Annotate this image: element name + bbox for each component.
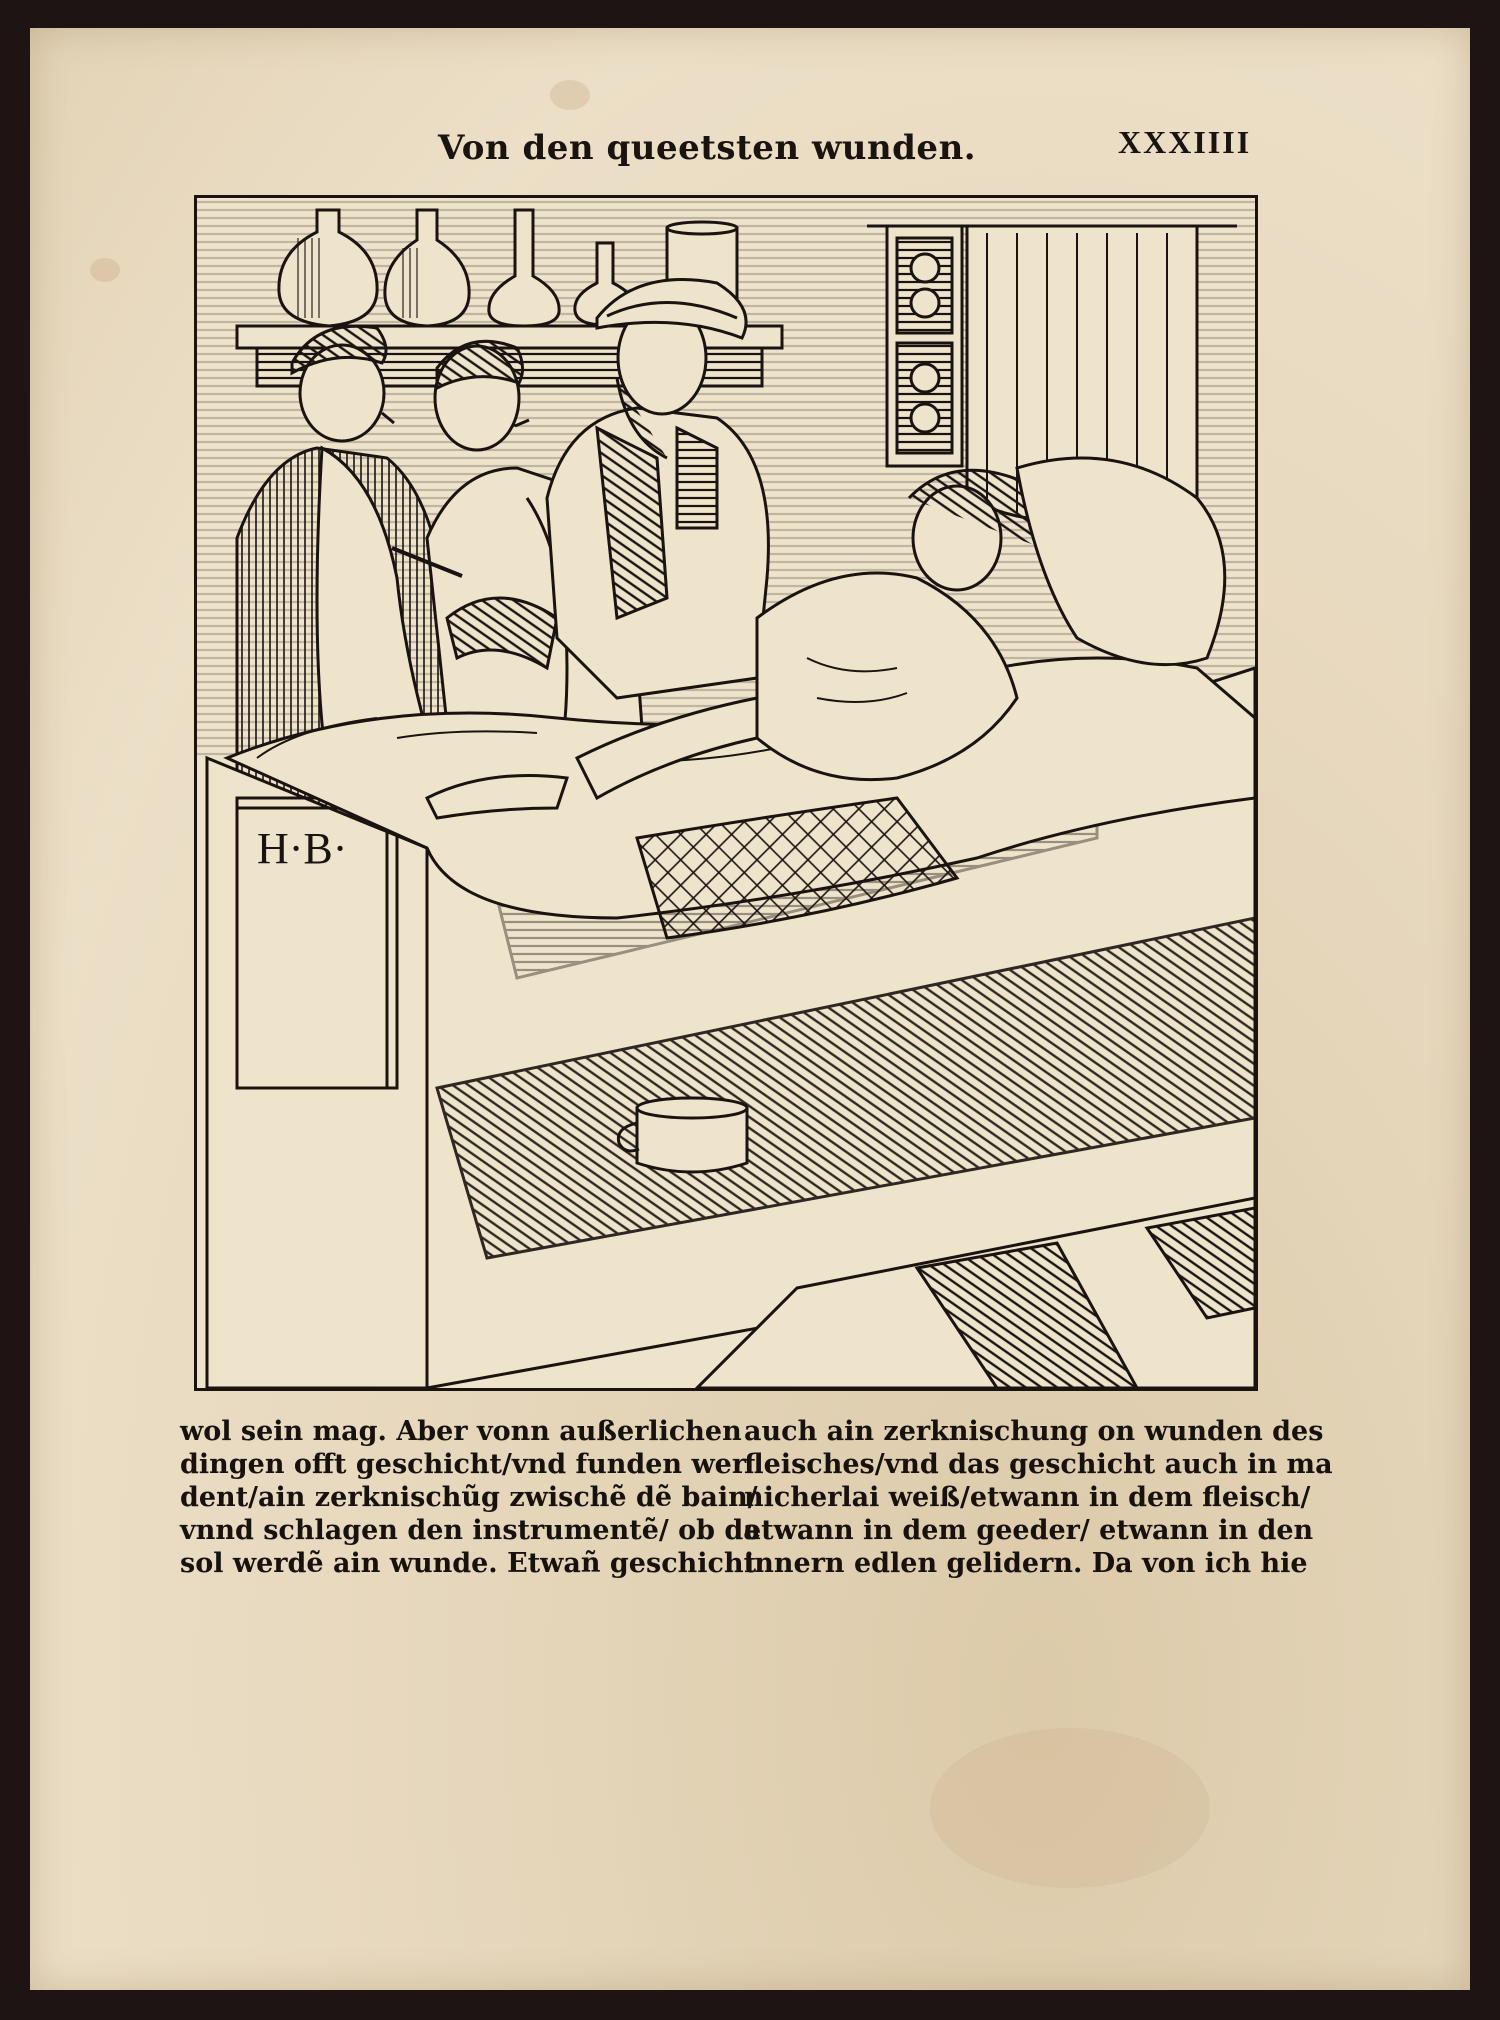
chamber-pot [618,1098,747,1172]
woodcut-drawing [197,198,1255,1388]
foxing-stain [550,80,590,110]
woodcut-illustration [194,195,1258,1391]
foxing-stain [90,258,120,282]
text-column-left [180,1415,761,1580]
text-line: dent/ain zerknischũg zwischẽ dẽ bain/ [180,1482,758,1513]
text-line: wol sein mag. Aber vonn außerlichen [180,1416,742,1447]
window [887,226,962,466]
text-line: dingen offt geschicht/vnd funden wer [180,1449,747,1480]
text-line: fleisches/vnd das geschicht auch in ma [744,1449,1333,1480]
text-line: nicherlai weiß/etwann in dem fleisch/ [744,1482,1311,1513]
text-column-right [744,1415,1333,1580]
text-line: auch ain zerknischung on wunden des [744,1416,1324,1447]
foxing-stain [930,1728,1210,1888]
text-line: etwann in dem geeder/ etwann in den [744,1515,1314,1546]
text-line: innern edlen gelidern. Da von ich hie [744,1548,1308,1579]
folio-number: XXXIIII [1118,124,1252,160]
running-head: Von den queetsten wunden. [438,128,977,168]
text-line: vnnd schlagen den instrumentẽ/ ob da [180,1515,761,1546]
text-line: sol werdẽ ain wunde. Etwañ geschicht [180,1548,757,1579]
monogram-text: H·B· [257,824,348,873]
